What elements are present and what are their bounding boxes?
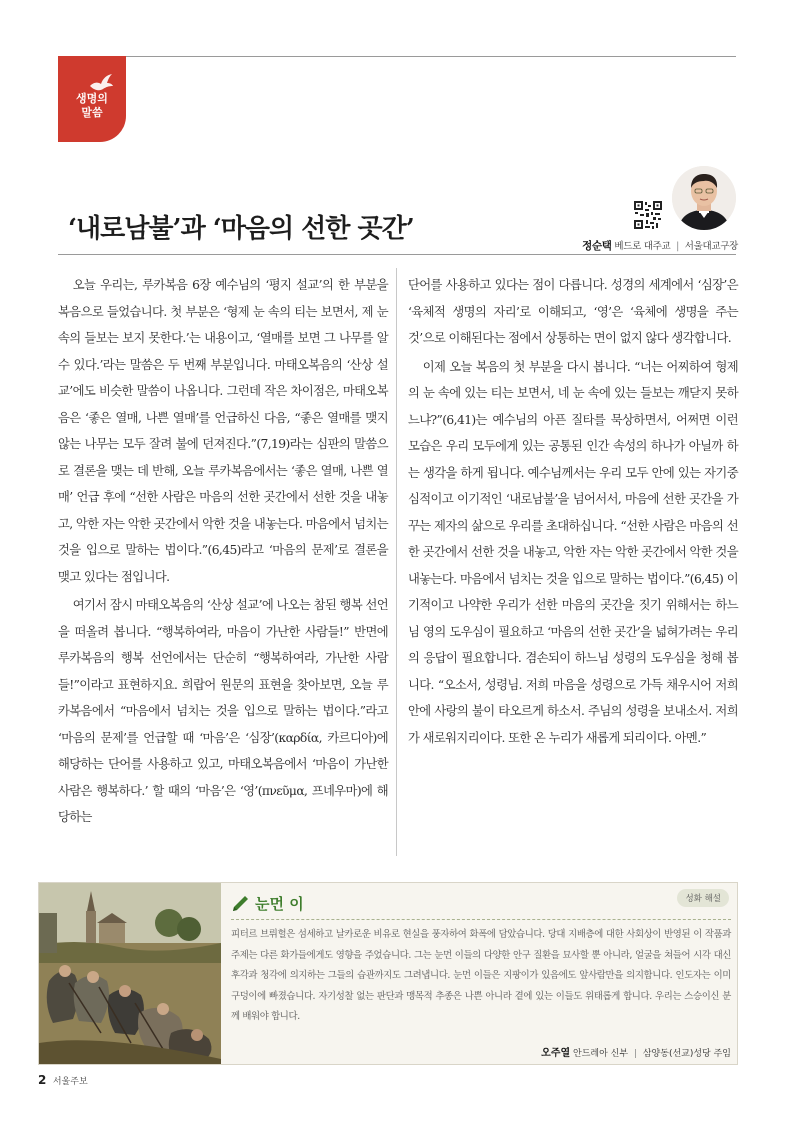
commentary-divider <box>231 919 731 920</box>
section-tab <box>58 56 126 142</box>
art-commentary-box <box>38 882 738 1065</box>
commentary-badge: 성화 해설 <box>677 889 729 907</box>
title-rule <box>58 254 736 255</box>
column-divider <box>396 268 397 856</box>
section-label-line1: 생명의 <box>76 92 108 105</box>
author-title: 베드로 대주교 <box>614 241 671 252</box>
section-label <box>76 92 108 120</box>
qr-code-icon[interactable] <box>633 200 663 230</box>
article-column-right <box>408 272 738 751</box>
commentary-heading <box>231 893 304 914</box>
article-paragraph: 오늘 우리는, 루카복음 6장 예수님의 ‘평지 설교’의 한 부분을 복음으로 들었습니다. 첫 부분은 ‘형제 눈 속의 티는 보면서, 제 눈 속의 들보는 보지 못한다.’는 내용이고, ‘열매를 보면 그 나무를 알 수 있다.’라는 말씀은 두 번째 부분입니다. 마태오복음의 ‘산상 설교’에도 비슷한 말씀이 나옵니다. 그런데 작은 차이점은, 마태오복음은 ‘좋은 열매, 나쁜 열매’를 언급하신 다음, “좋은 열매를 맺지 않는 나무는 모두 잘려 불에 던져진다.”(7,19)라는 심판의 말씀으로 결론을 맺는 데 반해, 오늘 루카복음에서는 ‘좋은 열매, 나쁜 열매’ 언급 후에 “선한 사람은 마음의 선한 곳간에서 선한 것을 내놓고, 악한 자는 악한 곳간에서 악한 것을 내놓는다. 마음에서 넘치는 것을 입으로 말하는 법이다.”(6,45)라고 ‘마음의 문제’로 결론을 맺고 있다는 점입니다. <box>58 278 388 584</box>
painting-image <box>39 883 221 1064</box>
brush-icon <box>231 895 251 913</box>
commentary-author-name: 오주열 <box>541 1048 571 1059</box>
page-number: 2 <box>38 1073 47 1087</box>
author-portrait-icon <box>672 166 736 230</box>
author-name: 정순택 <box>582 240 612 252</box>
section-label-line2: 말씀 <box>81 106 103 119</box>
author-separator: | <box>676 241 679 252</box>
author-photo <box>672 166 736 230</box>
article-title: ‘내로남불’과 ‘마음의 선한 곳간’ <box>68 214 414 244</box>
commentary-author-position: 삼양동(선교)성당 주임 <box>642 1049 731 1059</box>
commentary-byline <box>541 1044 731 1059</box>
publication-name: 서울주보 <box>52 1077 88 1087</box>
article-column-left <box>58 272 388 831</box>
author-position: 서울대교구장 <box>684 241 738 252</box>
commentary-author-title: 안드레아 신부 <box>573 1049 629 1059</box>
author-byline <box>560 238 738 253</box>
top-rule <box>58 56 736 57</box>
commentary-body: 피터르 브뤼헐은 섬세하고 날카로운 비유로 현실을 풍자하여 화폭에 담았습니다. 당대 지배층에 대한 사회상이 반영된 이 작품과 주제는 다른 화가들에게도 영향을 주었습니다. 그는 눈먼 이들의 다양한 안구 질환을 묘사할 뿐 아니라, 얼굴을 쳐들어 시각 대신 후각과 청각에 의지하는 그들의 습관까지도 그려냅니다. 눈먼 이들은 지팡이가 있음에도 앞사람만을 의지합니다. 인도자는 이미 구덩이에 빠졌습니다. 자기성찰 없는 판단과 맹목적 추종은 나쁜 아니라 곁에 있는 이들도 위태롭게 합니다. 우리는 스승이신 분께 배워야 합니다. <box>231 929 731 1023</box>
page-footer <box>38 1073 88 1087</box>
article-paragraph: 여기서 잠시 마태오복음의 ‘산상 설교’에 나오는 참된 행복 선언을 떠올려 봅니다. “행복하여라, 마음이 가난한 사람들!” 반면에 루카복음의 행복 선언에서는 단순히 “행복하여라, 가난한 사람들!”이라고 표현하지요. 희랍어 원문의 표현을 찾아보면, 오늘 루카복음에서 “마음에서 넘치는 것을 입으로 말하는 법이다.”라고 ‘마음의 문제’를 언급할 때 ‘마음’은 ‘심장’(καρδία, 카르디아)에 해당하는 단어를 사용하고 있고, 마태오복음에서 ‘마음이 가난한 사람은 행복하다.’ 할 때의 ‘마음’은 ‘영’(πνεῦμα, 프네우마)에 해당하는 <box>58 598 388 824</box>
article-paragraph: 단어를 사용하고 있다는 점이 다릅니다. 성경의 세계에서 ‘심장’은 ‘육체적 생명의 자리’로 이해되고, ‘영’은 ‘육체에 생명을 주는 것’으로 이해된다는 점에서 상통하는 면이 없지 않다 생각합니다. <box>408 278 738 345</box>
commentary-title: 눈먼 이 <box>255 895 304 913</box>
commentary-author-separator: | <box>633 1049 637 1059</box>
dove-icon <box>88 72 114 94</box>
article-paragraph: 이제 오늘 복음의 첫 부분을 다시 봅니다. “너는 어찌하여 형제의 눈 속에 있는 티는 보면서, 네 눈 속에 있는 들보는 깨닫지 못하느냐?”(6,41)는 예수님의 아픈 질타를 묵상하면서, 어쩌면 이런 모습은 우리 모두에게 있는 공통된 인간 속성의 하나가 아닐까 하는 생각을 하게 됩니다. 예수님께서는 우리 모두 안에 있는 자기중심적이고 이기적인 ‘내로남불’을 넘어서서, 마음에 선한 곳간을 가꾸는 제자의 삶으로 우리를 초대하십니다. “선한 사람은 마음의 선한 곳간에서 선한 것을 내놓고, 악한 자는 악한 곳간에서 악한 것을 내놓는다. 마음에서 넘치는 것을 입으로 말하는 법이다.”(6,45) 이기적이고 나약한 우리가 선한 마음의 곳간을 짓기 위해서는 하느님 영의 도우심이 필요하고 ‘마음의 선한 곳간’을 넓혀가려는 우리의 응답이 필요합니다. 겸손되이 하느님 성령의 도우심을 청해 봅니다. “오소서, 성령님. 저희 마음을 성령으로 가득 채우시어 저희 안에 사랑의 불이 타오르게 하소서. 주님의 성령을 보내소서. 저희가 새로워지리이다. 또한 온 누리가 새롭게 되리이다. 아멘.” <box>408 359 738 745</box>
